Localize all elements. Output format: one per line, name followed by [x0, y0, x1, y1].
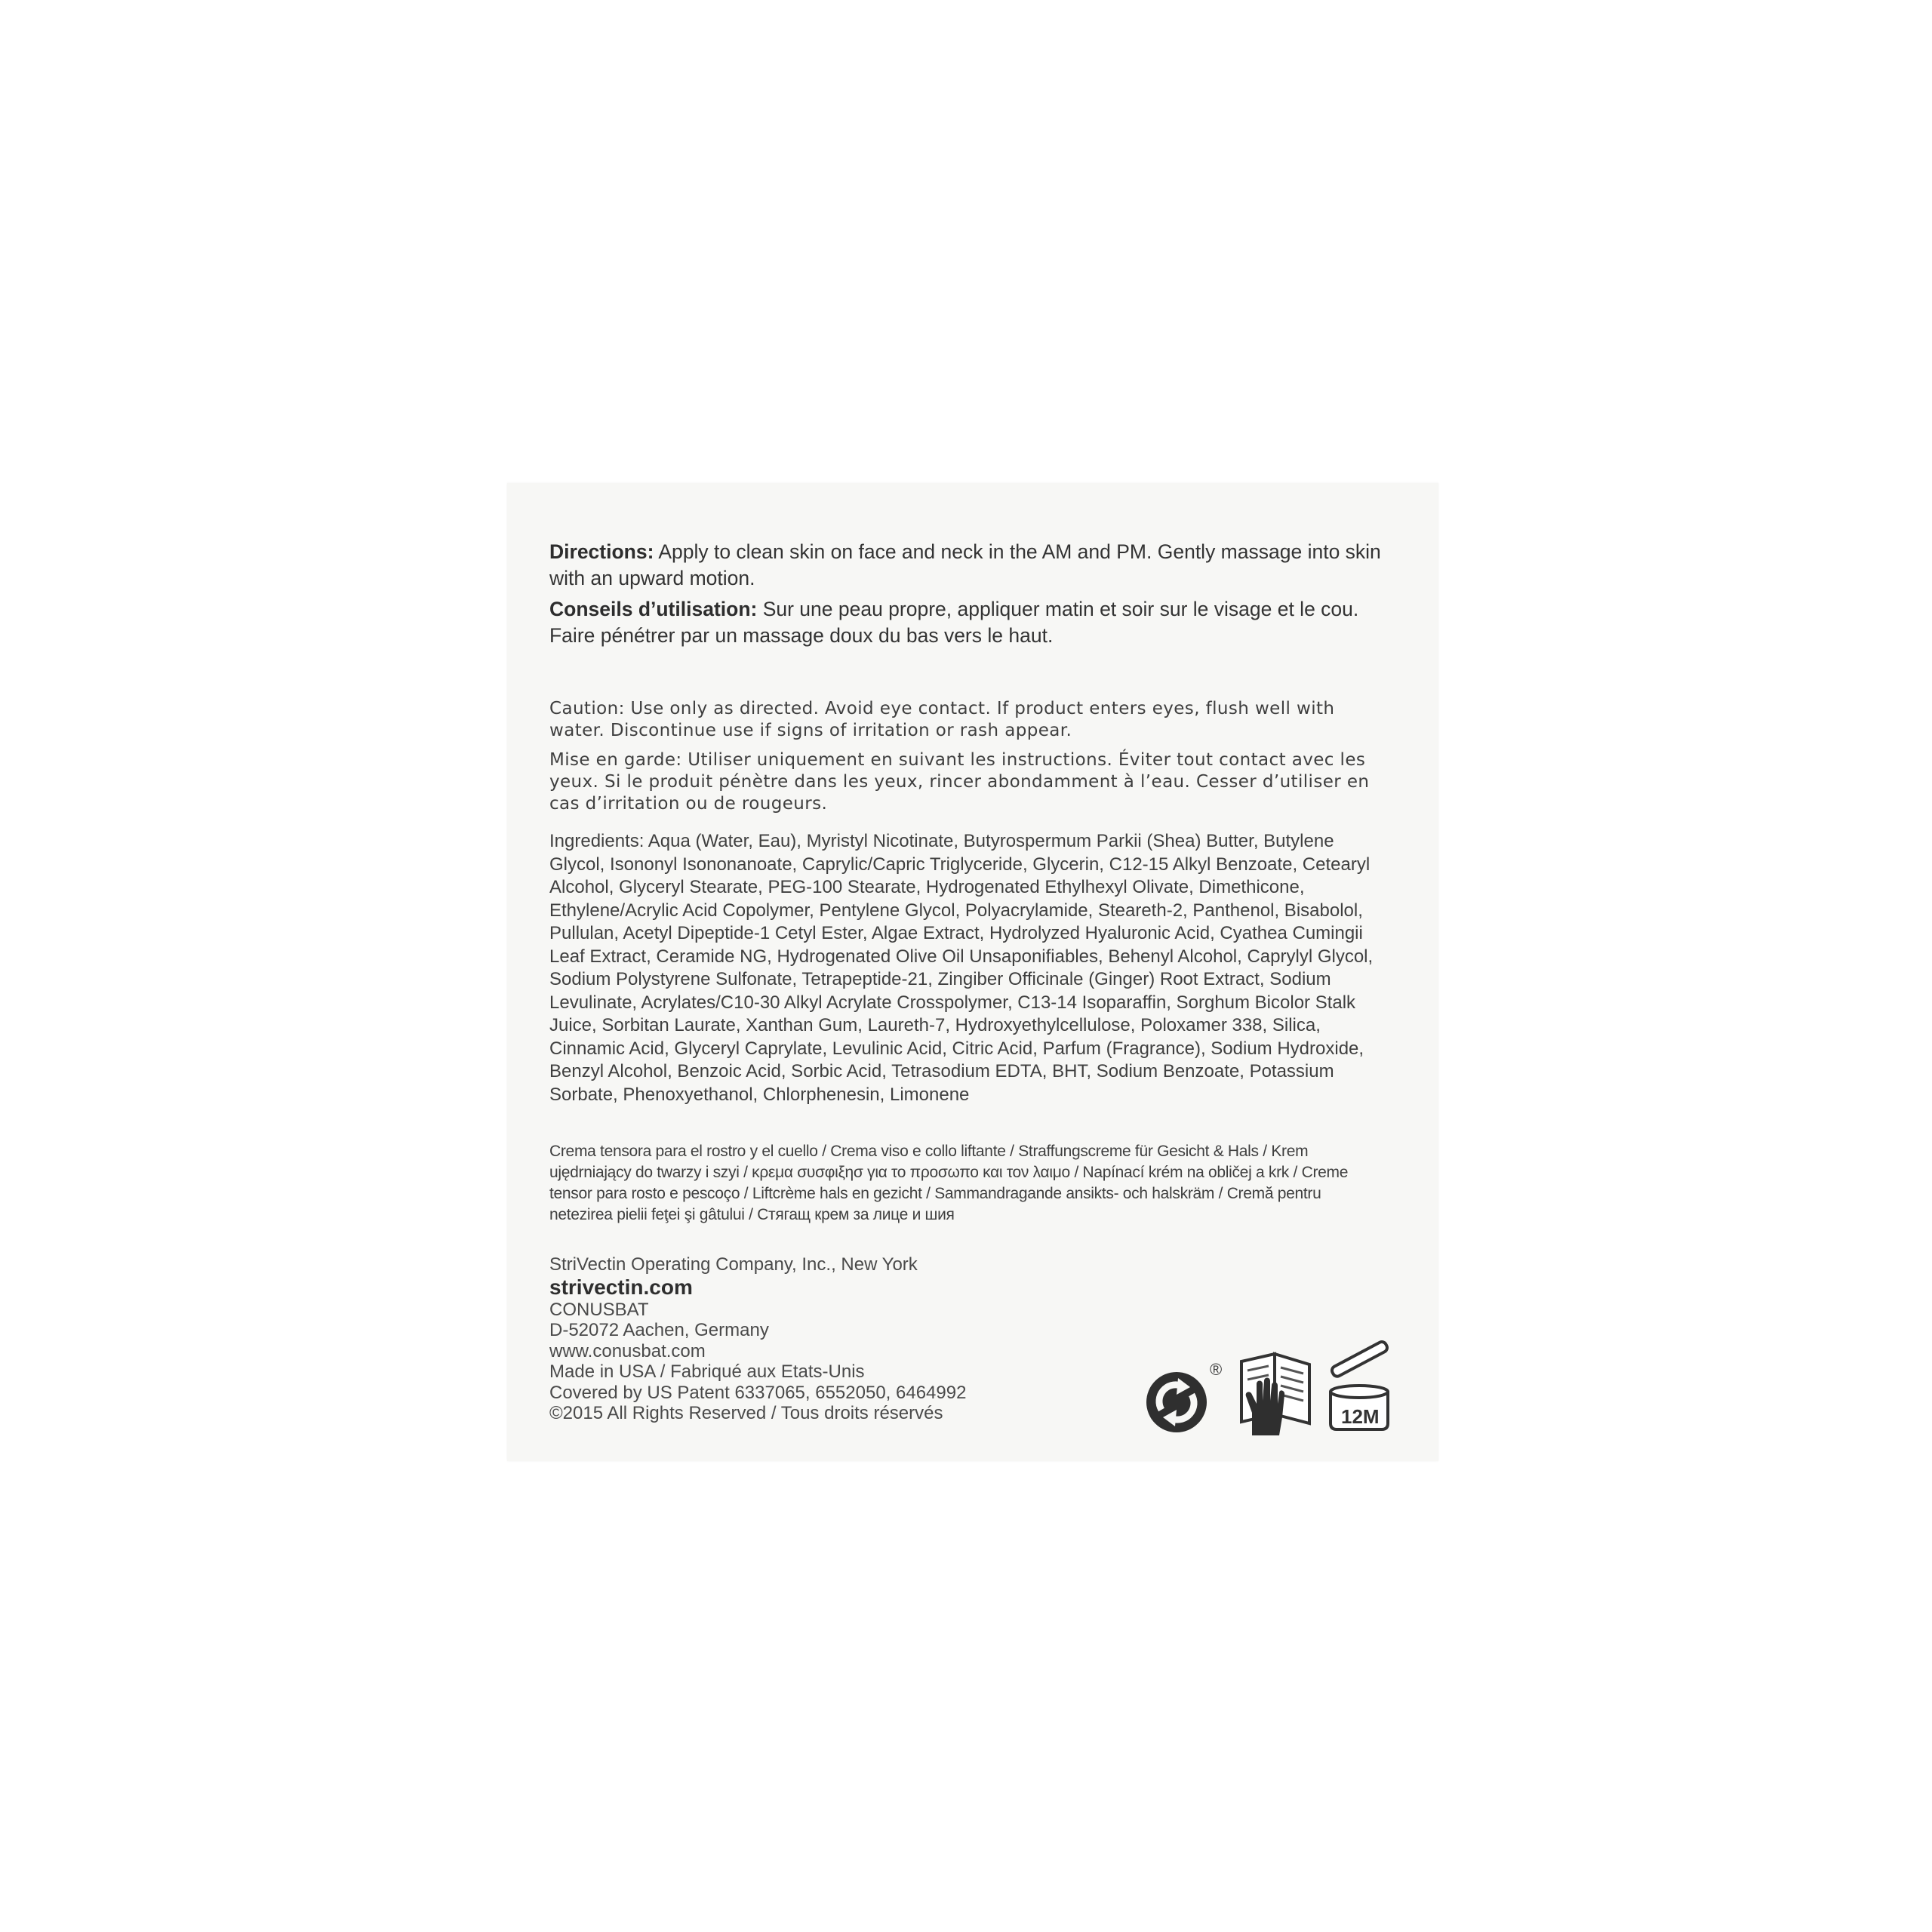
copyright-line: ©2015 All Rights Reserved / Tous droits réservés	[549, 1403, 943, 1423]
directions-section	[549, 539, 1387, 654]
ingredients-list: Ingredients: Aqua (Water, Eau), Myristyl Nicotinate, Butyrospermum Parkii (Shea) Butter, Butylene Glycol, Isononyl Isononanoate, Caprylic/Capric Triglyceride, Glycerin, C12-15 Alkyl Benzoate, Cetearyl Alcohol, Glyceryl Stearate, PEG-100 Stearate, Hydrogenated Ethylhexyl Olivate, Dimethicone, Ethylene/Acrylic Acid Copolymer, Pentylene Glycol, Polyacrylamide, Steareth-2, Panthenol, Bisabolol, Pullulan, Acetyl Dipeptide-1 Cetyl Ester, Algae Extract, Hydrolyzed Hyaluronic Acid, Cyathea Cumingii Leaf Extract, Ceramide NG, Hydrogenated Olive Oil Unsaponifiables, Behenyl Alcohol, Caprylyl Glycol, Sodium Polystyrene Sulfonate, Tetrapeptide-21, Zingiber Officinale (Ginger) Root Extract, Sodium Levulinate, Acrylates/C10-30 Alkyl Acrylate Crosspolymer, C13-14 Isoparaffin, Sorghum Bicolor Stalk Juice, Sorbitan Laurate, Xanthan Gum, Laureth-7, Hydroxyethylcellulose, Poloxamer 338, Silica, Cinnamic Acid, Glyceryl Caprylate, Levulinic Acid, Citric Acid, Parfum (Fragrance), Sodium Hydroxide, Benzyl Alcohol, Benzoic Acid, Sorbic Acid, Tetrasodium EDTA, BHT, Sodium Benzoate, Potassium Sorbate, Phenoxyethanol, Chlorphenesin, Limonene	[549, 831, 1374, 1105]
distributor-site-line: www.conusbat.com	[549, 1340, 706, 1361]
directions-fr-text: Sur une peau propre, appliquer matin et soir sur le visage et le cou. Faire pénétrer par un massage doux du bas vers le haut.	[549, 598, 1359, 647]
caution-en: Caution: Use only as directed. Avoid eye contact. If product enters eyes, flush well with water. Discontinue use if signs of irritation or rash appear.	[549, 699, 1335, 740]
patent-line: Covered by US Patent 6337065, 6552050, 6464992	[549, 1382, 967, 1403]
pao-label: 12M	[1341, 1405, 1380, 1428]
website-line: strivectin.com	[549, 1275, 693, 1299]
product-label-panel	[507, 483, 1438, 1461]
directions-en-text: Apply to clean skin on face and neck in the AM and PM. Gently massage into skin with an upward motion.	[549, 540, 1381, 589]
directions-fr	[549, 596, 1387, 649]
made-in-line: Made in USA / Fabriqué aux Etats-Unis	[549, 1361, 865, 1382]
caution-section	[549, 698, 1387, 823]
distributor-line: CONUSBAT	[549, 1299, 649, 1320]
green-dot-recycling-icon	[1143, 1366, 1213, 1435]
symbols-area	[1143, 1336, 1392, 1441]
read-leaflet-icon	[1235, 1348, 1318, 1438]
registered-mark: ®	[1210, 1360, 1223, 1379]
directions-en	[549, 539, 1387, 592]
caution-fr: Mise en garde: Utiliser uniquement en suivant les instructions. Éviter tout contact avec les yeux. Si le produit pénètre dans les yeux, rincer abondamment à l’eau. Cesser d’utiliser en cas d’irritation ou de rougeurs.	[549, 750, 1370, 814]
directions-en-heading: Directions:	[549, 540, 654, 563]
operator-line: StriVectin Operating Company, Inc., New York	[549, 1254, 918, 1275]
product-name-translations: Crema tensora para el rostro y el cuello / Crema viso e collo liftante / Straffungscreme für Gesicht & Hals / Krem ujędrniający do twarzy i szyi / κρεμα συσφιξησ για το προσωπο και τον λαιμο / Napínací krém na obličej a krk / Creme tensor para rosto e pescoço / Liftcrème hals en gezicht / Sammandragande ansikts- och halskräm / Cremă pentru netezirea pielii feţei şi gâtului / Стягащ крем за лице и шия	[549, 1143, 1349, 1223]
address-line: D-52072 Aachen, Germany	[549, 1320, 769, 1340]
directions-fr-heading: Conseils d’utilisation:	[549, 598, 758, 620]
